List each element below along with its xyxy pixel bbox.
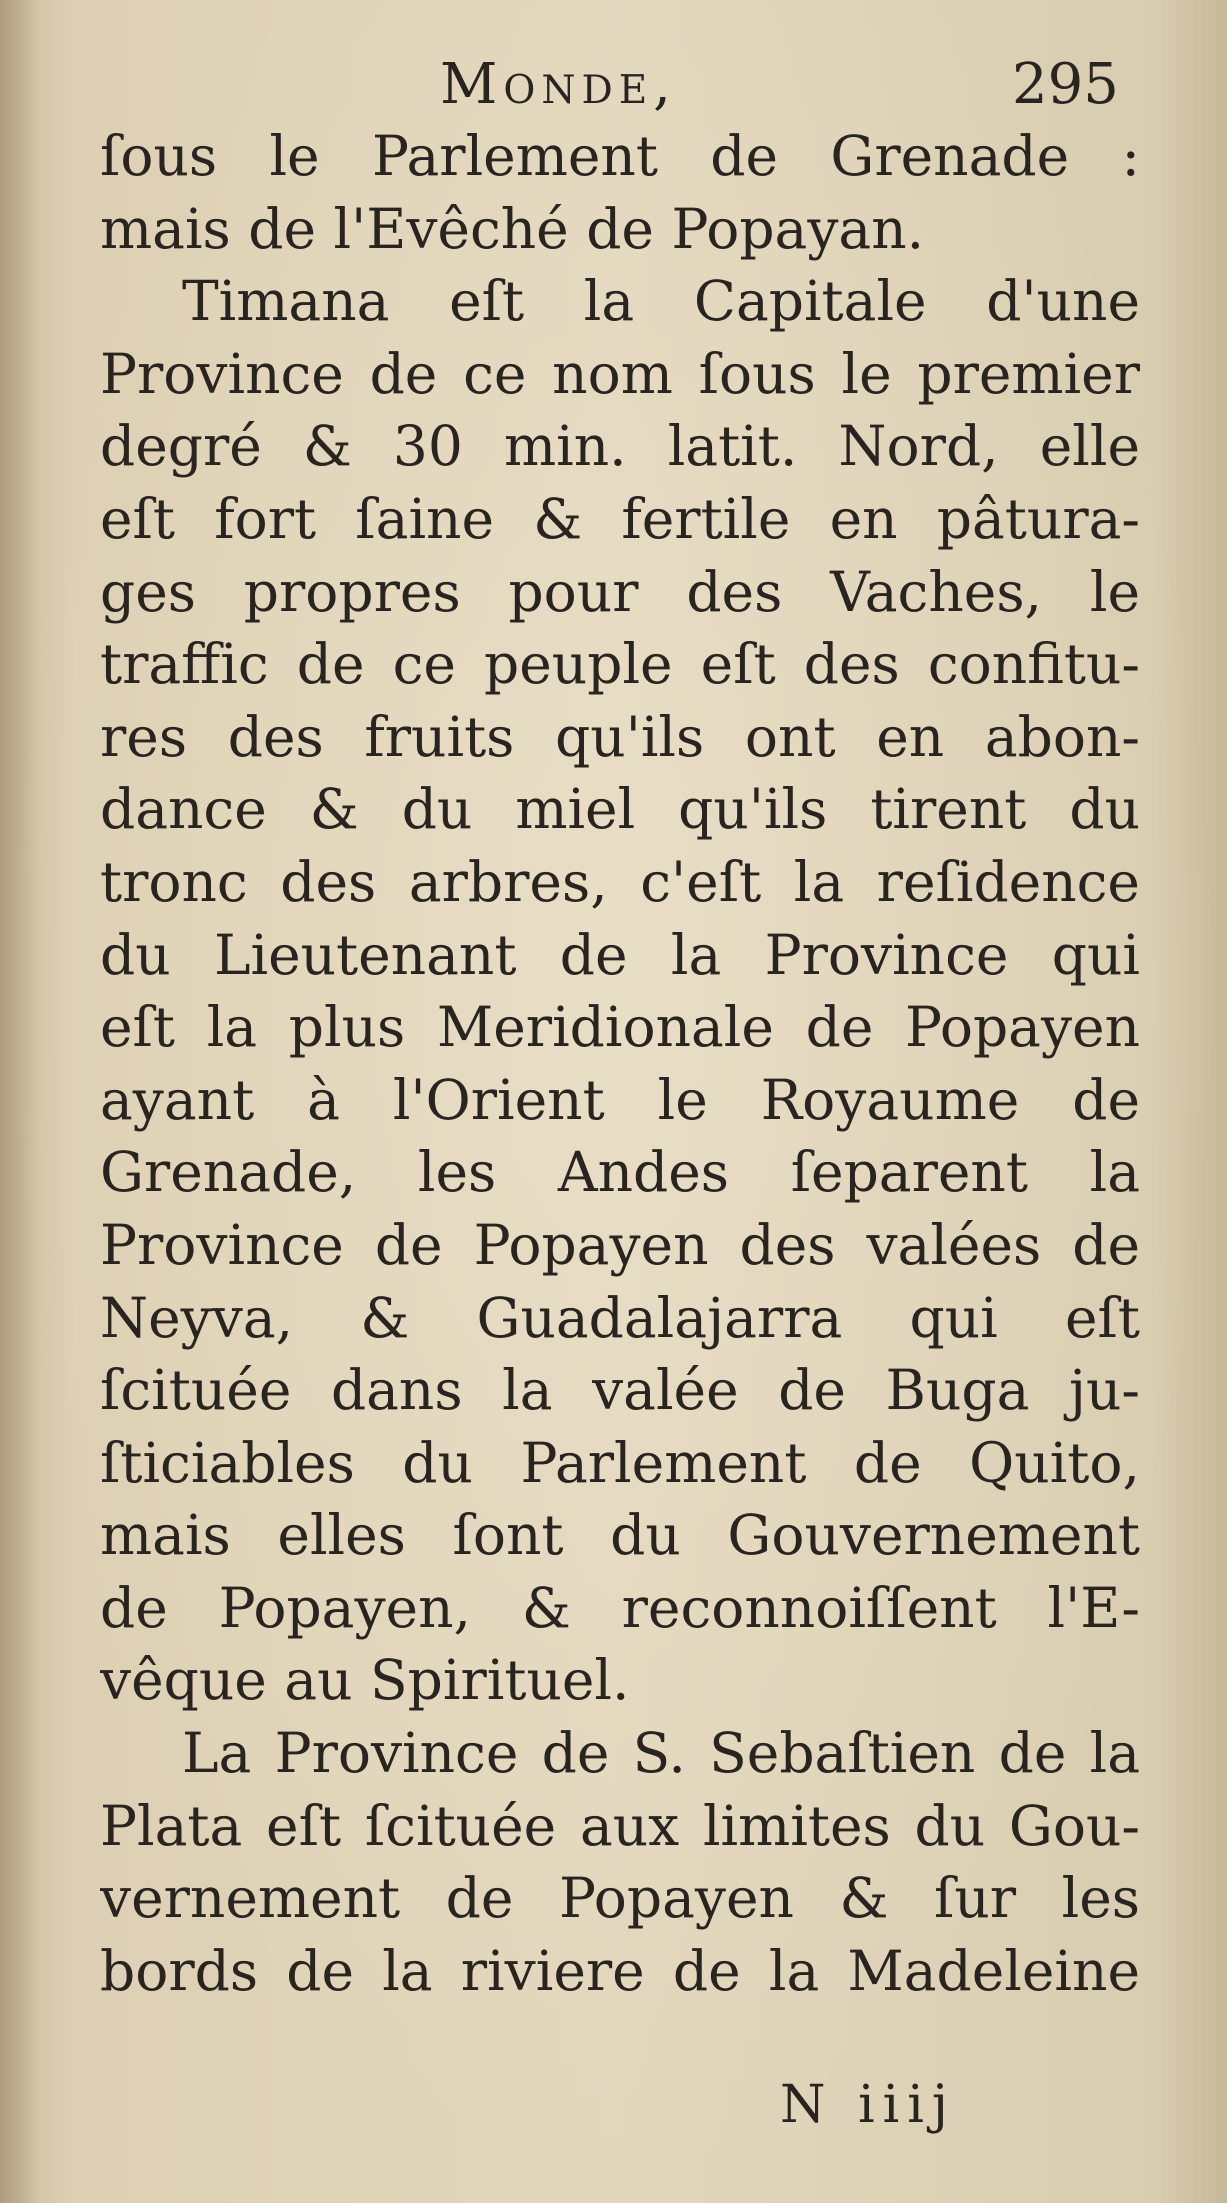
text-line: vêque au Spirituel. — [100, 1648, 630, 1713]
text-line: traffic de ce peuple eſt des confitu- — [100, 632, 1140, 697]
binding-shadow — [0, 0, 40, 2203]
text-line: Plata eſt ſcituée aux limites du Gou- — [100, 1793, 1140, 1858]
text-line: Grenade, les Andes ſeparent la — [100, 1140, 1140, 1205]
running-head: Monde, — [440, 52, 677, 117]
text-line: mais de l'Evêché de Popayan. — [100, 196, 925, 261]
text-line: ſticiables du Parlement de Quito, — [100, 1430, 1140, 1495]
text-line: tronc des arbres, c'eſt la reſidence — [100, 849, 1140, 914]
text-line: eſt fort ſaine & fertile en pâtura- — [100, 486, 1140, 551]
text-line: ges propres pour des Vaches, le — [100, 559, 1140, 624]
page-header — [0, 52, 1227, 122]
text-line: La Province de S. Sebaſtien de la — [182, 1721, 1140, 1786]
text-line: de Popayen, & reconnoiſſent l'E- — [100, 1575, 1140, 1640]
text-line: Province de ce nom ſous le premier — [100, 341, 1140, 406]
text-line: eſt la plus Meridionale de Popayen — [100, 995, 1140, 1060]
text-line: du Lieutenant de la Province qui — [100, 922, 1140, 987]
page-number: 295 — [1012, 52, 1119, 117]
body-text — [100, 120, 1140, 2007]
text-line: ſcituée dans la valée de Buga ju- — [100, 1358, 1140, 1423]
text-line: res des fruits qu'ils ont en abon- — [100, 704, 1140, 769]
text-line: bords de la riviere de la Madeleine — [100, 1938, 1140, 2003]
text-line: mais elles ſont du Gouvernement — [100, 1503, 1140, 1568]
text-line: Timana eſt la Capitale d'une — [182, 269, 1140, 334]
text-line: dance & du miel qu'ils tirent du — [100, 777, 1140, 842]
text-line: vernement de Popayen & ſur les — [100, 1866, 1140, 1931]
text-line: degré & 30 min. latit. Nord, elle — [100, 414, 1140, 479]
signature-mark: N iiij — [780, 2075, 957, 2135]
text-line: ayant à l'Orient le Royaume de — [100, 1067, 1140, 1132]
text-line: ſous le Parlement de Grenade : — [100, 124, 1140, 188]
text-line: Neyva, & Guadalajarra qui eſt — [100, 1285, 1140, 1350]
text-line: Province de Popayen des valées de — [100, 1212, 1140, 1277]
